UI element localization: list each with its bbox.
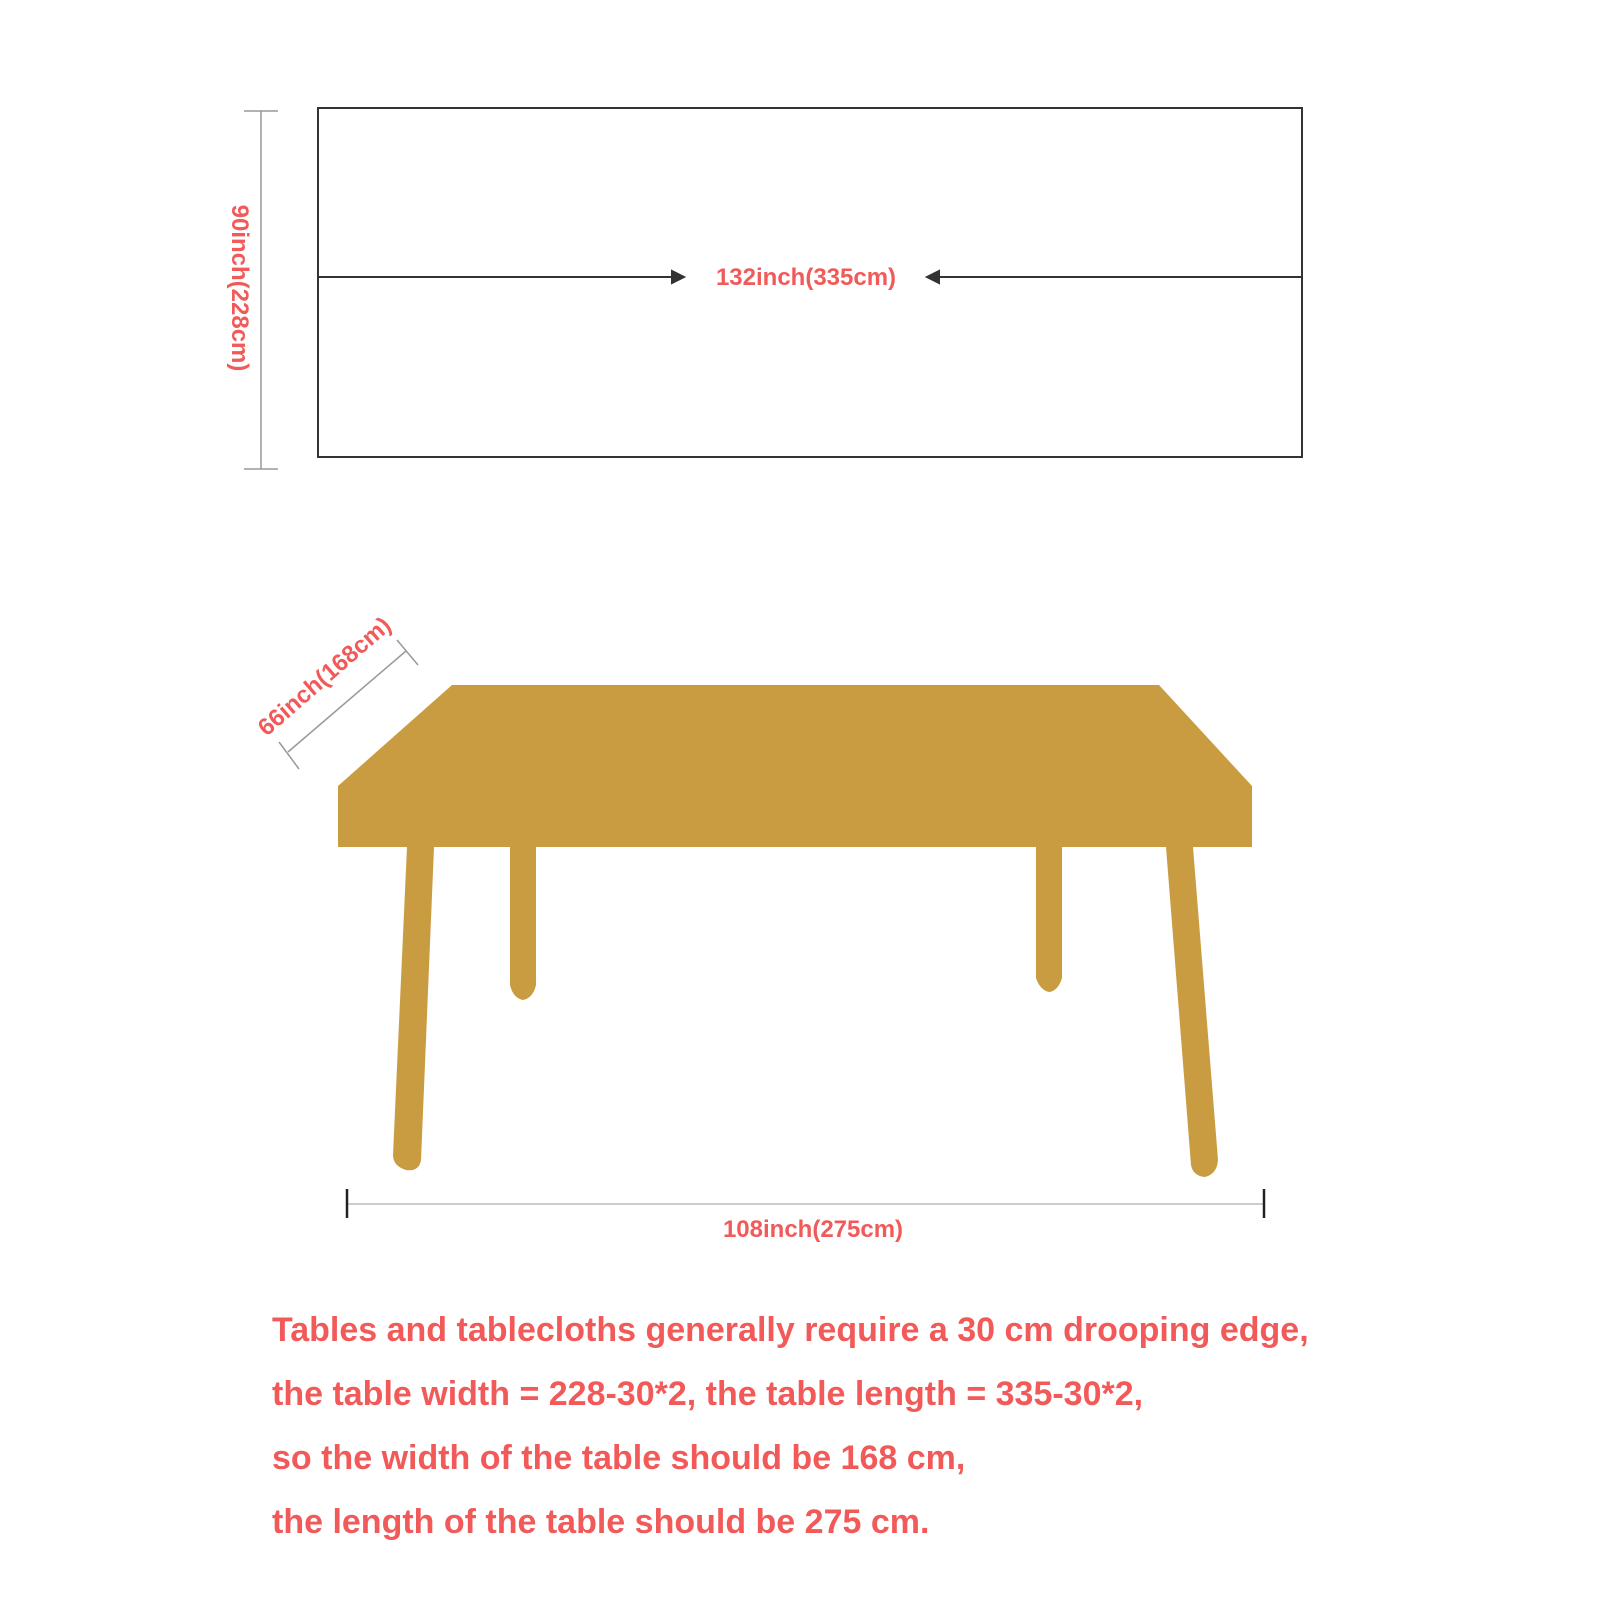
table-top bbox=[338, 685, 1252, 847]
note-line: the length of the table should be 275 cm. bbox=[272, 1503, 930, 1541]
explanation-notes bbox=[272, 1298, 1309, 1554]
table-illustration bbox=[338, 685, 1252, 1177]
note-line: the table width = 228-30*2, the table length = 335-30*2, bbox=[272, 1375, 1144, 1413]
table-leg-back-left bbox=[510, 847, 536, 1000]
table-length-dimension bbox=[347, 1189, 1264, 1218]
tablecloth-length-label: 132inch(335cm) bbox=[715, 264, 897, 291]
note-line: Tables and tablecloths generally require a 30 cm drooping edge, bbox=[272, 1311, 1309, 1349]
table-leg-back-right bbox=[1036, 847, 1062, 992]
table-leg-front-left bbox=[393, 847, 434, 1170]
note-line: so the width of the table should be 168 cm, bbox=[272, 1439, 966, 1477]
table-leg-front-right bbox=[1166, 847, 1218, 1177]
tablecloth-width-label: 90inch(228cm) bbox=[226, 204, 253, 372]
table-length-label: 108inch(275cm) bbox=[722, 1216, 904, 1243]
table-depth-label: 66inch(168cm) bbox=[252, 611, 397, 742]
